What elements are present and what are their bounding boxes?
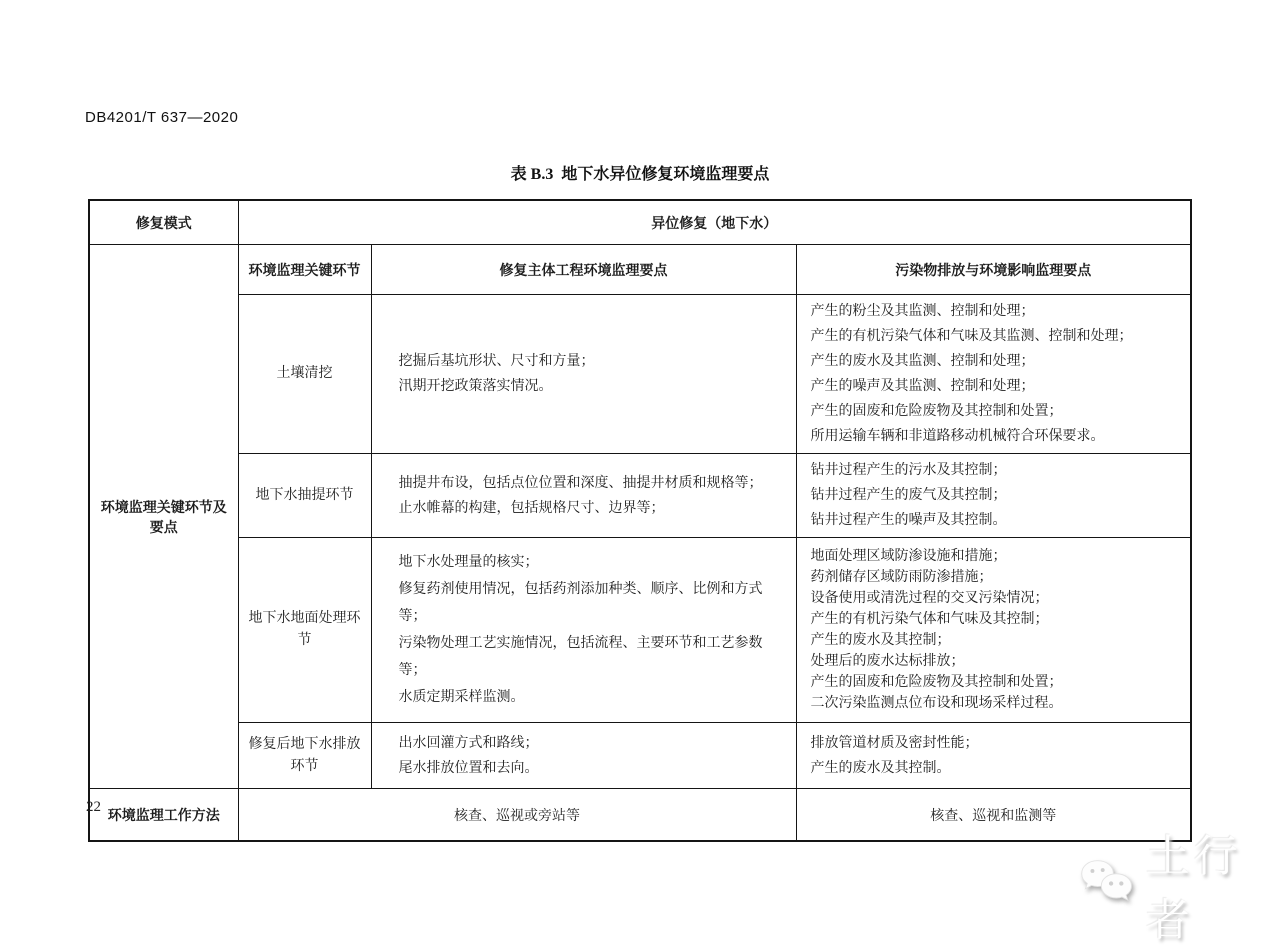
table-title: 表 B.3 地下水异位修复环境监理要点 (510, 166, 770, 183)
supervision-table (88, 199, 1192, 842)
method-main-cell: 核查、巡视或旁站等 (238, 789, 796, 842)
method-pollution-cell: 核查、巡视和监测等 (796, 789, 1191, 842)
stage-cell: 地下水抽提环节 (238, 454, 371, 538)
table-row (89, 789, 1191, 842)
pollution-points-cell: 产生的粉尘及其监测、控制和处理； 产生的有机污染气体和气味及其监测、控制和处理； 产生的废水及其监测、控制和处理； 产生的噪声及其监测、控制和处理； 产生的固废和危险废物及其控制和处置； 所用运输车辆和非道路移动机械符合环保要求。 (796, 295, 1191, 454)
table-row (89, 723, 1191, 789)
stage-cell: 地下水地面处理环节 (238, 538, 371, 723)
stage-cell: 修复后地下水排放环节 (238, 723, 371, 789)
main-points-cell: 抽提井布设，包括点位位置和深度、抽提井材质和规格等； 止水帷幕的构建，包括规格尺寸、边界等； (371, 454, 796, 538)
main-points-cell: 出水回灌方式和路线； 尾水排放位置和去向。 (371, 723, 796, 789)
table-row (89, 538, 1191, 723)
method-label: 环境监理工作方法 (89, 789, 238, 842)
pollution-points-cell: 地面处理区域防渗设施和措施； 药剂储存区域防雨防渗措施； 设备使用或清洗过程的交叉污染情况； 产生的有机污染气体和气味及其控制； 产生的废水及其控制； 处理后的废水达标排放； 产生的固废和危险废物及其控制和处置； 二次污染监测点位布设和现场采样过程。 (796, 538, 1191, 723)
wechat-icon (1078, 855, 1136, 913)
watermark-text: 土行者 (1145, 832, 1242, 945)
watermark (1078, 820, 1280, 948)
column-header-key-stage: 环境监理关键环节 (238, 245, 371, 295)
doc-number: DB4201/T 637—2020 (85, 109, 239, 126)
repair-mode-label: 修复模式 (89, 200, 238, 245)
repair-mode-value: 异位修复（地下水） (238, 200, 1191, 245)
page-number: 22 (86, 799, 101, 815)
pollution-points-cell: 钻井过程产生的污水及其控制； 钻井过程产生的废气及其控制； 钻井过程产生的噪声及其控制。 (796, 454, 1191, 538)
column-header-main-points: 修复主体工程环境监理要点 (371, 245, 796, 295)
pollution-points-cell: 排放管道材质及密封性能； 产生的废水及其控制。 (796, 723, 1191, 789)
row-group-label: 环境监理关键环节及要点 (89, 245, 238, 789)
table-row (89, 245, 1191, 295)
main-points-cell: 地下水处理量的核实； 修复药剂使用情况，包括药剂添加种类、顺序、比例和方式等； 污染物处理工艺实施情况，包括流程、主要环节和工艺参数等； 水质定期采样监测。 (371, 538, 796, 723)
column-header-pollution-points: 污染物排放与环境影响监理要点 (796, 245, 1191, 295)
main-points-cell: 挖掘后基坑形状、尺寸和方量； 汛期开挖政策落实情况。 (371, 295, 796, 454)
table-row (89, 454, 1191, 538)
stage-cell: 土壤清挖 (238, 295, 371, 454)
table-row (89, 295, 1191, 454)
table-row (89, 200, 1191, 245)
